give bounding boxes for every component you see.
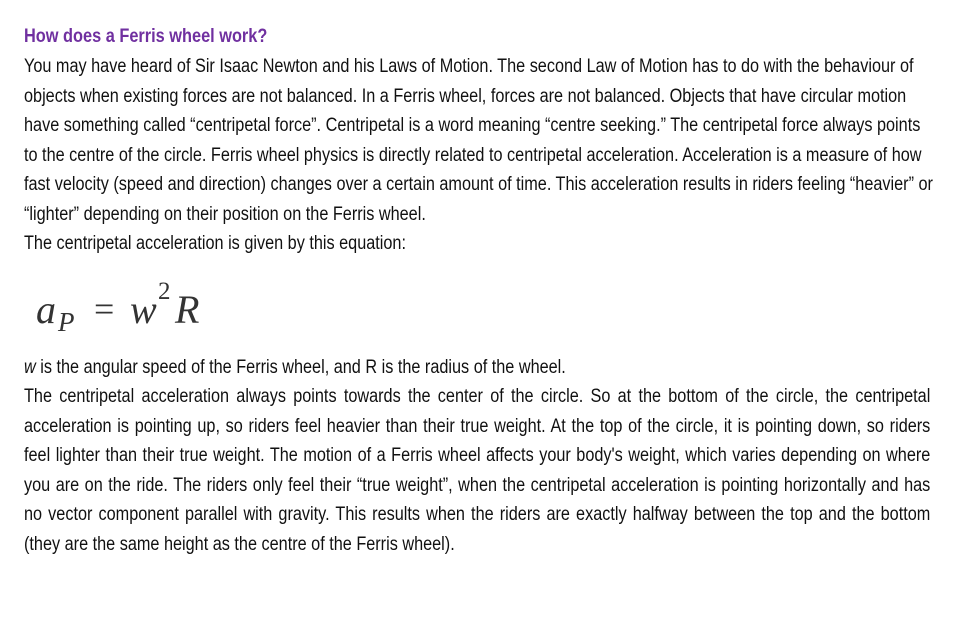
equation-rhs-exponent: 2 bbox=[158, 277, 171, 305]
equation-rhs-symbol: w bbox=[130, 286, 157, 332]
equation-lhs-subscript: P bbox=[58, 306, 75, 337]
intro-paragraph-text: You may have heard of Sir Isaac Newton and his Laws of Motion. The second Law of Motion has to do with the behaviour of objects when existing forces are not balanced. In a Ferris wheel, forces are not balanced. Objects that have circular motion have something called “centripetal force”. Centripetal is a word meaning “centre seeking.” The centripetal force always points to the centre of the circle. Ferris wheel physics is directly related to centripetal acceleration. Acceleration is a measure of how fast velocity (speed and direction) changes over a certain amount of time. This acceleration results in riders feeling “heavier” or “lighter” depending on their position on the Ferris wheel. bbox=[24, 56, 933, 225]
equation-lhs-symbol: a bbox=[36, 286, 56, 332]
variable-definitions bbox=[24, 353, 934, 383]
variable-definitions-text: is the angular speed of the Ferris wheel, and R is the radius of the wheel. bbox=[35, 356, 566, 378]
equation-graphic bbox=[24, 259, 324, 353]
document bbox=[24, 22, 934, 559]
equation-intro-text: The centripetal acceleration is given by this equation: bbox=[24, 233, 406, 254]
equation-equals: = bbox=[94, 288, 115, 329]
explanation-paragraph-text: The centripetal acceleration always points towards the center of the circle. So at the bottom of the circle, the centripetal acceleration is pointing up, so riders feel heavier than their true weight. At the top of the circle, it is pointing down, so riders feel lighter than their true weight. The motion of a Ferris wheel affects your body's weight, which varies depending on where you are on the ride. The riders only feel their “true weight”, when the centripetal acceleration is pointing horizontally and has no vector component parallel with gravity. This results when the riders are exactly halfway between the top and the bottom (they are the same height as the centre of the Ferris wheel). bbox=[24, 386, 931, 555]
variable-definitions-line bbox=[24, 353, 930, 383]
equation-intro bbox=[24, 229, 934, 259]
intro-paragraph bbox=[24, 52, 934, 229]
centripetal-equation bbox=[24, 259, 934, 353]
variable-w: w bbox=[24, 356, 36, 378]
document-title: How does a Ferris wheel work? bbox=[24, 26, 268, 47]
explanation-paragraph bbox=[24, 382, 934, 559]
equation-rhs-factor: R bbox=[175, 286, 200, 332]
